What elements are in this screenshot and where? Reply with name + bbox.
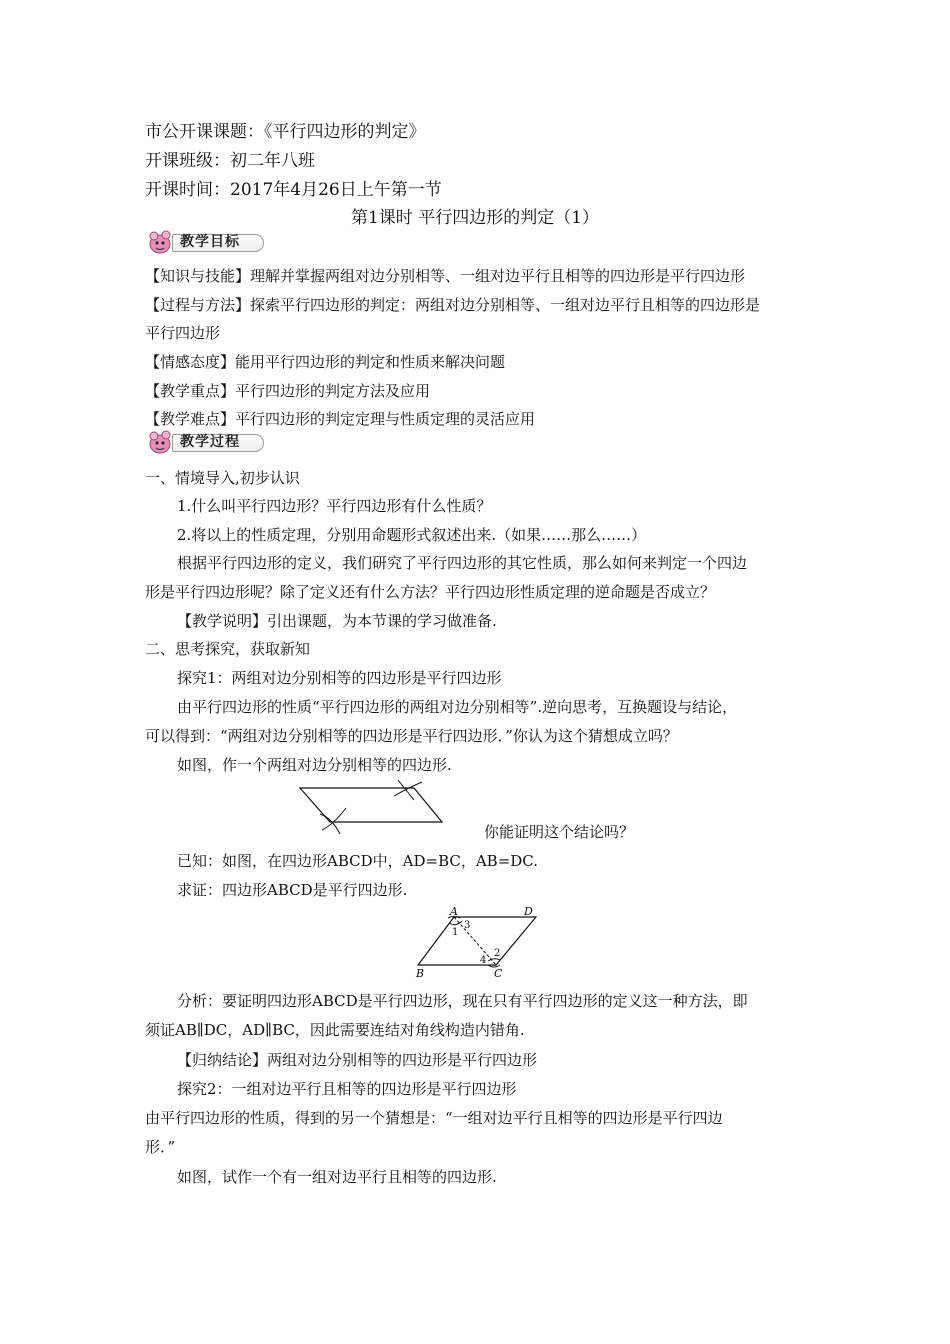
question-1: 1.什么叫平行四边形？平行四边形有什么性质？ [177, 497, 492, 515]
label-a: A [450, 905, 458, 918]
objective-difficulty: 【教学难点】平行四边形的判定定理与性质定理的灵活应用 [145, 410, 536, 428]
angle-label-3: 3 [464, 920, 471, 931]
analysis: 分析：要证明四边形ABCD是平行四边形，现在只有平行四边形的定义这一种方法，即 [177, 992, 748, 1010]
parallelogram-figure [412, 905, 542, 983]
process-banner [146, 430, 266, 454]
section-2-title: 二、思考探究，获取新知 [145, 640, 311, 658]
paragraph-2-cont: 可以得到：“两组对边分别相等的四边形是平行四边形．”你认为这个猜想成立吗？ [145, 727, 678, 745]
mascot-icon [146, 230, 176, 256]
label-b: B [416, 967, 425, 980]
objective-process: 【过程与方法】探索平行四边形的判定：两组对边分别相等、一组对边平行且相等的四边形是 [145, 296, 761, 314]
paragraph-3: 由平行四边形的性质，得到的另一个猜想是：“一组对边平行且相等的四边形是平行四边 [145, 1109, 723, 1127]
explore-1-title: 探究1：两组对边分别相等的四边形是平行四边形 [177, 669, 502, 687]
given-statement: 已知：如图，在四边形ABCD中，AD=BC，AB=DC. [177, 852, 539, 870]
mascot-icon [146, 430, 176, 456]
question-2: 2.将以上的性质定理，分别用命题形式叙述出来.（如果……那么……） [177, 526, 647, 544]
objectives-banner [146, 230, 266, 254]
paragraph-3-cont: 形．” [145, 1138, 176, 1156]
construction-figure [294, 778, 454, 838]
teaching-note-1: 【教学说明】引出课题，为本节课的学习做准备. [177, 612, 497, 630]
objective-process-cont: 平行四边形 [145, 324, 221, 342]
banner-title: 教学目标 [180, 234, 240, 250]
analysis-cont: 须证AB∥DC，AD∥BC，因此需要连结对角线构造内错角. [145, 1021, 525, 1039]
objective-knowledge: 【知识与技能】理解并掌握两组对边分别相等、一组对边平行且相等的四边形是平行四边形 [145, 267, 746, 285]
explore-2-title: 探究2：一组对边平行且相等的四边形是平行四边形 [177, 1080, 517, 1098]
paragraph-2: 由平行四边形的性质“平行四边形的两组对边分别相等”.逆向思考，互换题设与结论， [177, 698, 738, 716]
lesson-title: 第1课时 平行四边形的判定（1） [350, 208, 600, 228]
objective-attitude: 【情感态度】能用平行四边形的判定和性质来解决问题 [145, 353, 506, 371]
angle-label-2: 2 [494, 948, 501, 959]
angle-label-4: 4 [480, 955, 487, 966]
paragraph-1-cont: 形是平行四边形呢？除了定义还有什么方法？平行四边形性质定理的逆命题是否成立？ [145, 583, 716, 601]
parallelogram-shape [412, 905, 542, 983]
draw-instruction-1: 如图，作一个两组对边分别相等的四边形. [177, 756, 452, 774]
lesson-time: 开课时间：2017年4月26日上午第一节 [145, 180, 442, 200]
banner-title: 教学过程 [180, 434, 240, 450]
label-c: C [494, 967, 503, 980]
prove-statement: 求证：四边形ABCD是平行四边形. [177, 881, 408, 899]
section-1-title: 一、情境导入,初步认识 [145, 469, 300, 487]
paragraph-1: 根据平行四边形的定义，我们研究了平行四边形的其它性质，那么如何来判定一个四边 [177, 554, 748, 572]
lesson-class: 开课班级：初二年八班 [145, 151, 315, 171]
lesson-topic: 市公开课课题：《平行四边形的判定》 [145, 122, 426, 142]
objective-key-point: 【教学重点】平行四边形的判定方法及应用 [145, 382, 431, 400]
angle-label-1: 1 [452, 927, 459, 938]
label-d: D [524, 905, 533, 918]
conclusion: 【归纳结论】两组对边分别相等的四边形是平行四边形 [177, 1051, 538, 1069]
draw-instruction-2: 如图，试作一个有一组对边平行且相等的四边形. [177, 1168, 497, 1186]
prove-question: 你能证明这个结论吗？ [484, 823, 635, 841]
